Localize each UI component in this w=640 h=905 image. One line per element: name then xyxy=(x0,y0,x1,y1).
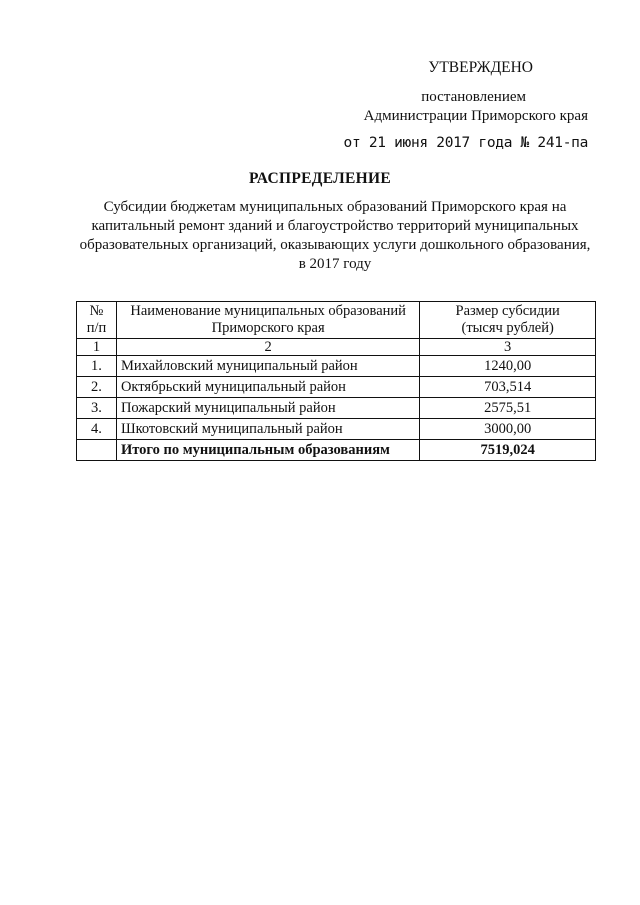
row-number: 2. xyxy=(77,377,117,398)
row-number: 4. xyxy=(77,419,117,440)
distribution-table xyxy=(76,301,596,461)
header-municipality-name: Наименование муниципальных образований Приморского края xyxy=(116,302,419,339)
subtitle-line: капитальный ремонт зданий и благоустройство территорий муниципальных xyxy=(91,218,579,234)
subtitle-line: Субсидии бюджетам муниципальных образований Приморского края на xyxy=(103,199,567,215)
municipality-name: Октябрьский муниципальный район xyxy=(116,377,419,398)
table-row xyxy=(77,419,596,440)
municipality-name: Шкотовский муниципальный район xyxy=(116,419,419,440)
subsidy-amount: 1240,00 xyxy=(420,356,596,377)
resolution-date-number: от 21 июня 2017 года № 241-па xyxy=(343,135,588,151)
total-row xyxy=(77,440,596,461)
column-index: 3 xyxy=(420,339,596,356)
municipality-name: Михайловский муниципальный район xyxy=(116,356,419,377)
column-index: 2 xyxy=(116,339,419,356)
document-subtitle xyxy=(70,198,600,274)
resolution-text: постановлением xyxy=(421,89,526,105)
header-number: № п/п xyxy=(77,302,117,339)
table-row xyxy=(77,377,596,398)
column-index: 1 xyxy=(77,339,117,356)
subtitle-line: в 2017 году xyxy=(298,256,372,272)
approved-heading: УТВЕРЖДЕНО xyxy=(428,59,533,76)
header-subsidy-amount: Размер субсидии (тысяч рублей) xyxy=(420,302,596,339)
municipality-name: Пожарский муниципальный район xyxy=(116,398,419,419)
table-row xyxy=(77,398,596,419)
subtitle-line: образовательных организаций, оказывающих услуги дошкольного образования, xyxy=(79,237,591,253)
total-amount: 7519,024 xyxy=(420,440,596,461)
column-index-row xyxy=(77,339,596,356)
total-number xyxy=(77,440,117,461)
document-title: РАСПРЕДЕЛЕНИЕ xyxy=(249,170,391,187)
table-row xyxy=(77,356,596,377)
subsidy-amount: 3000,00 xyxy=(420,419,596,440)
row-number: 1. xyxy=(77,356,117,377)
total-label: Итого по муниципальным образованиям xyxy=(116,440,419,461)
subsidy-amount: 703,514 xyxy=(420,377,596,398)
row-number: 3. xyxy=(77,398,117,419)
administration-text: Администрации Приморского края xyxy=(363,108,588,124)
table-header-row xyxy=(77,302,596,339)
subsidy-amount: 2575,51 xyxy=(420,398,596,419)
